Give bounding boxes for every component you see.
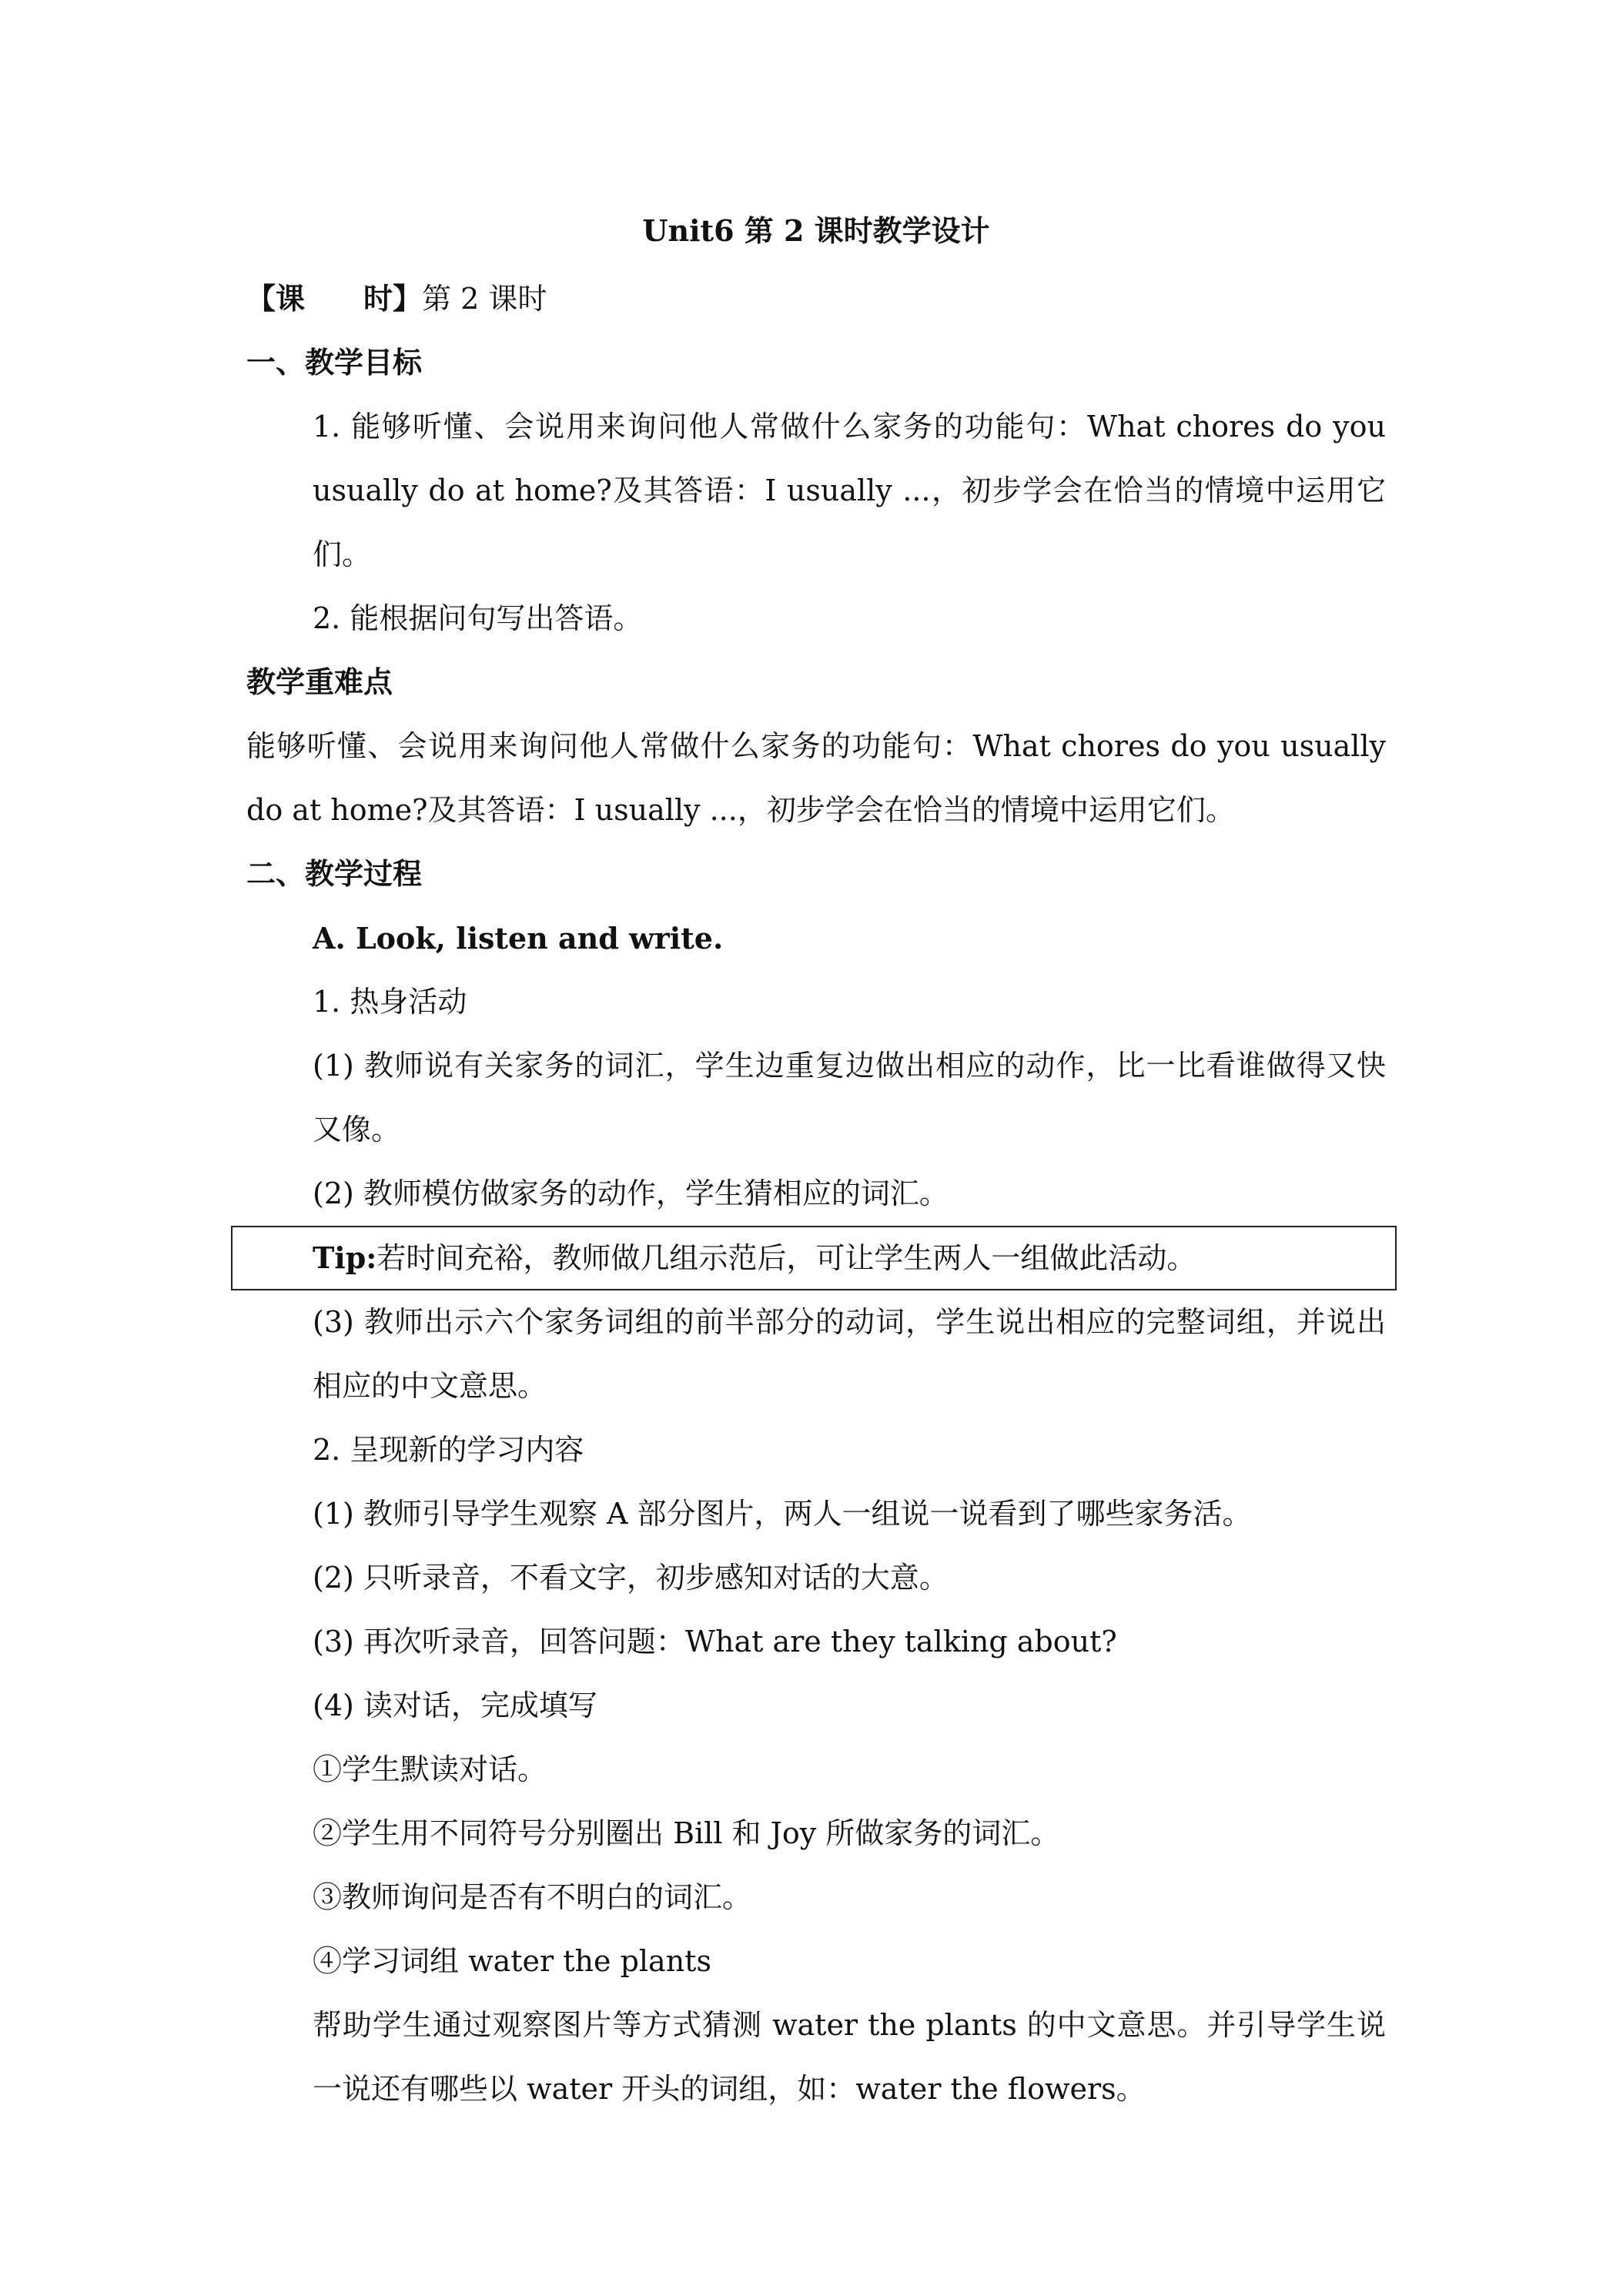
keypoints-text: 能够听懂、会说用来询问他人常做什么家务的功能句：What chores do you usually do at home?及其答语：I usually ...，初步学会在恰当的情境中运用它们。 [246, 729, 1386, 827]
step-2-item-3: (3) 再次听录音，回答问题：What are they talking about? [313, 1625, 1117, 1658]
circled-item-2: ②学生用不同符号分别圈出 Bill 和 Joy 所做家务的词汇。 [313, 1816, 1060, 1850]
step-1-item-3: (3) 教师出示六个家务词组的前半部分的动词，学生说出相应的完整词组，并说出相应的中文意思。 [313, 1305, 1386, 1403]
step-2-heading: 2. 呈现新的学习内容 [313, 1433, 584, 1467]
tip-label: Tip: [313, 1240, 377, 1275]
step-1-item-2: (2) 教师模仿做家务的动作，学生猜相应的词汇。 [313, 1176, 949, 1210]
lesson-line [246, 266, 1386, 331]
step-2-item-1: (1) 教师引导学生观察 A 部分图片，两人一组说一说看到了哪些家务活。 [313, 1497, 1252, 1531]
tip-text: 若时间充裕，教师做几组示范后，可让学生两人一组做此活动。 [376, 1241, 1196, 1275]
circled-item-1: ①学生默读对话。 [313, 1752, 547, 1786]
lesson-label: 【课 时】 [246, 281, 423, 316]
circled-item-4: ④学习词组 water the plants [313, 1944, 711, 1978]
step-1-heading: 1. 热身活动 [313, 985, 467, 1019]
section-heading-process: 二、教学过程 [246, 857, 423, 891]
section-heading-goals: 一、教学目标 [246, 346, 423, 380]
step-2-item-2: (2) 只听录音，不看文字，初步感知对话的大意。 [313, 1561, 949, 1595]
document-page [246, 208, 1386, 2121]
lesson-value: 第 2 课时 [422, 282, 547, 316]
step-1-item-1: (1) 教师说有关家务的词汇，学生边重复边做出相应的动作，比一比看谁做得又快又像。 [313, 1049, 1386, 1146]
keypoints-heading: 教学重难点 [246, 665, 393, 699]
tip-box [231, 1226, 1397, 1290]
goal-2: 2. 能根据问句写出答语。 [313, 601, 643, 635]
document-title: Unit6 第 2 课时教学设计 [642, 213, 990, 248]
step-2-item-4: (4) 读对话，完成填写 [313, 1689, 597, 1722]
goal-1: 1. 能够听懂、会说用来询问他人常做什么家务的功能句：What chores do you usually do at home?及其答语：I usually ...，初步学会在恰当的情境中运用它们。 [313, 410, 1386, 571]
circled-item-3: ③教师询问是否有不明白的词汇。 [313, 1880, 752, 1914]
final-paragraph: 帮助学生通过观察图片等方式猜测 water the plants 的中文意思。并引导学生说一说还有哪些以 water 开头的词组，如：water the flowers。 [313, 2008, 1386, 2106]
part-a-heading: A. Look, listen and write. [313, 921, 724, 956]
